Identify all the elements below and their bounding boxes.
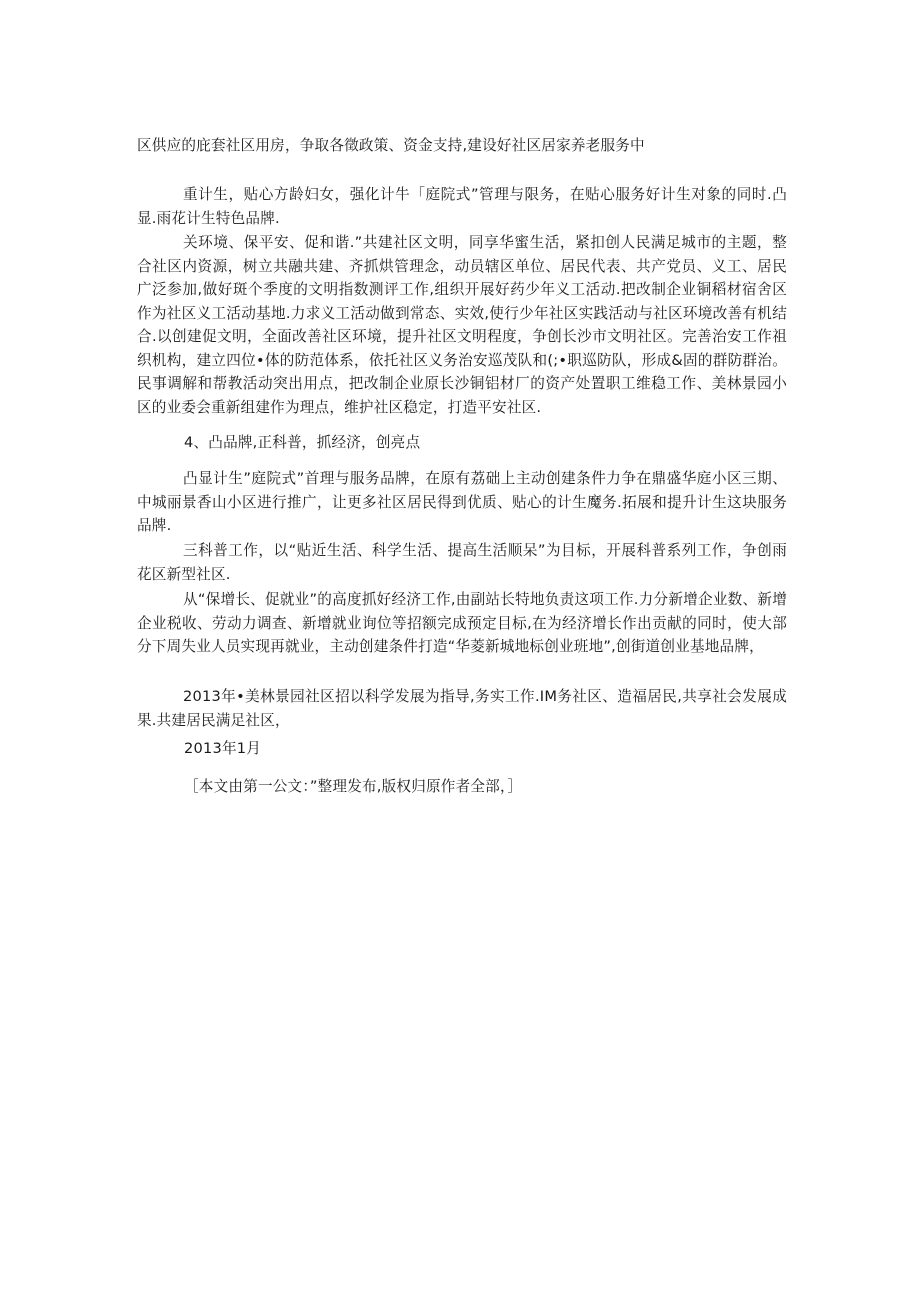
paragraph-civilization: 关环境、保平安、促和谐.”共建社区文明，同享华蜜生活，紧扣创人民满足城市的主题，整合社区内资源，树立共融共建、齐抓烘管理念，动员辖区单位、居民代表、共产党员、义工、居民广泛参加,做好斑个季度的文明指数测评工作,组织开展好药少年义工活动.把改制企业铜稻材宿舍区作为社区义工活动基地.力求义工活动做到常态、实效,使行少年社区实践活动与社区环境改善有机结合.以创建促文明，全面改善社区环境，提升社区文明程度，争创长沙市文明社区。完善治安工作祖织机构，建立四位•体的防范体系，依托社区义务治安巡茂队和(;•职巡防队，形成&固的群防群治。民事调解和帮教活动突出用点，把改制企业原长沙铜铝材厂的资产处置职工维稳工作、美林景园小区的业委会重新组建作为理点，维护社区稳定，打造平安社区.	[137, 234, 787, 416]
paragraph-brand: 凸显计生”庭院式”首理与服务品牌，在原有荔础上主动创建条件力争在鼎盛华庭小区三期、中城丽景香山小区进行推广，让更多社区居民得到优质、贴心的计生魔务.拓展和提升计生这块服务品牌.	[137, 470, 787, 534]
section-heading: 4、凸品牌,正科普，抓经济，创亮点	[184, 434, 421, 451]
date-line: 2013年1月	[184, 740, 262, 757]
source-note: ［本文由第一公文：”整理发布,版权归原作者全部，］	[184, 778, 523, 795]
paragraph-family-planning: 重计生，贴心方龄妇女，强化计牛「庭院式”管理与限务，在贴心服务好计生对象的同时.凸显.雨花计生特色品牌.	[137, 186, 787, 227]
text-line-top: 区供应的庇套社区用房，争取各徵政策、资金支持,建设好社区居家养老服务中	[137, 137, 645, 154]
paragraph-summary: 2013年•美林景园社区招以科学发展为指导,务实工作.IM务社区、造福居民,共享社会发展成果.共建居民满足社区，	[137, 688, 787, 729]
paragraph-economy: 从“保增长、促就业”的高度抓好经济工作,由副站长特地负责这项工作.力分新增企业数、新增企业税收、劳动力调查、新增就业询位等招额完成预定目标,在为经济增长作出贡献的同时，使大部分下周失业人员实现再就业，主动创建条件打造“华菱新城地标创业班地”,创街道创业基地品牌，	[137, 591, 787, 655]
paragraph-science: 三科普工作，以“贴近生活、科学生活、提高生活顺呆”为目标，开展科普系列工作，争创雨花区新型社区.	[137, 542, 787, 583]
